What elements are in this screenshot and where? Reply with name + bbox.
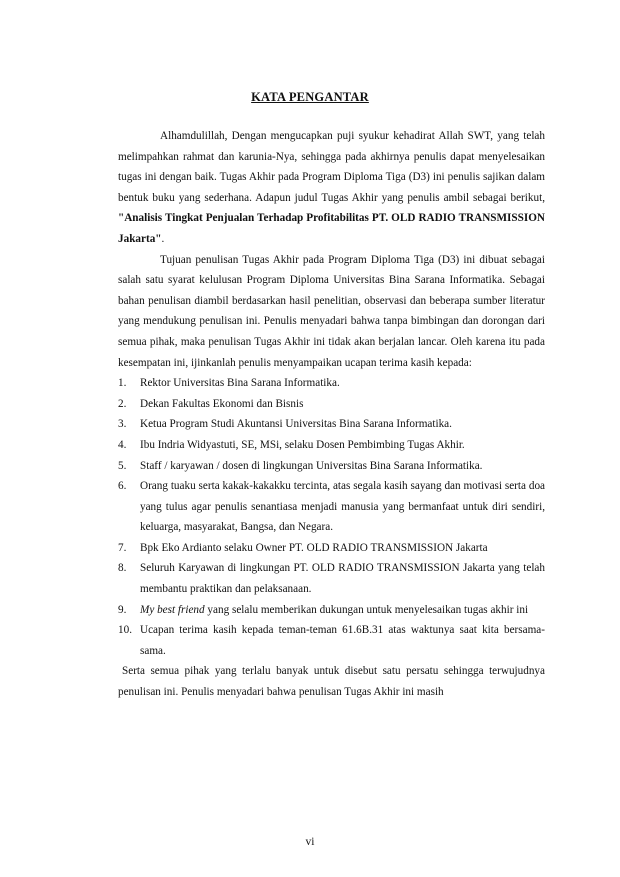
list-text: Ketua Program Studi Akuntansi Universitas Bina Sarana Informatika. xyxy=(140,418,452,431)
list-text: Orang tuaku serta kakak-kakakku tercinta, atas segala kasih sayang dan motivasi serta doa yang tulus agar penulis senantiasa menjadi manusia yang bermanfaat untuk diri sendiri, keluarga, masyarakat, Bangsa, dan Negara. xyxy=(140,480,545,534)
list-item xyxy=(118,620,545,661)
list-number: 1. xyxy=(118,377,127,390)
list-number: 10. xyxy=(118,624,132,637)
list-item xyxy=(118,538,545,559)
paragraph-closing: Serta semua pihak yang terlalu banyak untuk disebut satu persatu sehingga terwujudnya penulisan ini. Penulis menyadari bahwa penulisan Tugas Akhir ini masih xyxy=(118,665,545,699)
list-item xyxy=(118,373,545,394)
list-item xyxy=(118,394,545,415)
list-text: Rektor Universitas Bina Sarana Informatika. xyxy=(140,377,340,390)
list-item xyxy=(118,600,545,621)
list-item xyxy=(118,558,545,599)
document-body xyxy=(118,126,545,703)
paragraph-intro xyxy=(118,126,545,250)
list-text: Seluruh Karyawan di lingkungan PT. OLD RADIO TRANSMISSION Jakarta yang telah membantu praktikan dan pelaksanaan. xyxy=(140,562,545,596)
paragraph-purpose: Tujuan penulisan Tugas Akhir pada Program Diploma Tiga (D3) ini dibuat sebagai salah satu syarat kelulusan Program Diploma Universitas Bina Sarana Informatika. Sebagai bahan penulisan diambil berdasarkan hasil penelitian, observasi dan beberapa sumber literatur yang mendukung penulisan ini. Penulis menyadari bahwa tanpa bimbingan dan dorongan dari semua pihak, maka penulisan Tugas Akhir ini tidak akan berjalan lancar. Oleh karena itu pada kesempatan ini, ijinkanlah penulis menyampaikan ucapan terima kasih kepada: xyxy=(118,253,545,369)
list-number: 7. xyxy=(118,541,127,554)
list-text: Bpk Eko Ardianto selaku Owner PT. OLD RADIO TRANSMISSION Jakarta xyxy=(140,541,488,554)
list-text: Dekan Fakultas Ekonomi dan Bisnis xyxy=(140,397,304,410)
list-text: yang selalu memberikan dukungan untuk menyelesaikan tugas akhir ini xyxy=(204,603,529,616)
list-number: 5. xyxy=(118,459,127,472)
list-item xyxy=(118,414,545,435)
paragraph-intro-end: . xyxy=(161,232,165,245)
list-text: Staff / karyawan / dosen di lingkungan Universitas Bina Sarana Informatika. xyxy=(140,459,483,472)
list-number: 2. xyxy=(118,397,127,410)
paragraph-intro-text: Alhamdulillah, Dengan mengucapkan puji syukur kehadirat Allah SWT, yang telah melimpahkan rahmat dan karunia-Nya, sehingga pada akhirnya penulis dapat menyelesaikan tugas ini dengan baik. Tugas Akhir pada Program Diploma Tiga (D3) ini penulis sajikan dalam bentuk buku yang sederhana. Adapun judul Tugas Akhir yang penulis ambil sebagai berikut, xyxy=(118,130,545,204)
list-number: 3. xyxy=(118,418,127,431)
page-number: vi xyxy=(305,836,315,848)
list-text: Ibu Indria Widyastuti, SE, MSi, selaku Dosen Pembimbing Tugas Akhir. xyxy=(140,438,465,451)
list-text: Ucapan terima kasih kepada teman-teman 61.6B.31 atas waktunya saat kita bersama-sama. xyxy=(140,624,545,657)
list-number: 9. xyxy=(118,603,127,616)
list-item xyxy=(118,476,545,538)
list-number: 6. xyxy=(118,480,127,493)
list-number: 8. xyxy=(118,562,127,575)
page-title: KATA PENGANTAR xyxy=(251,90,369,104)
list-item xyxy=(118,456,545,477)
acknowledgement-list xyxy=(118,373,545,661)
list-item xyxy=(118,435,545,456)
list-number: 4. xyxy=(118,438,127,451)
list-text-italic: My best friend xyxy=(140,603,205,616)
thesis-title: "Analisis Tingkat Penjualan Terhadap Profitabilitas PT. OLD RADIO TRANSMISSION Jakarta" xyxy=(118,212,545,245)
